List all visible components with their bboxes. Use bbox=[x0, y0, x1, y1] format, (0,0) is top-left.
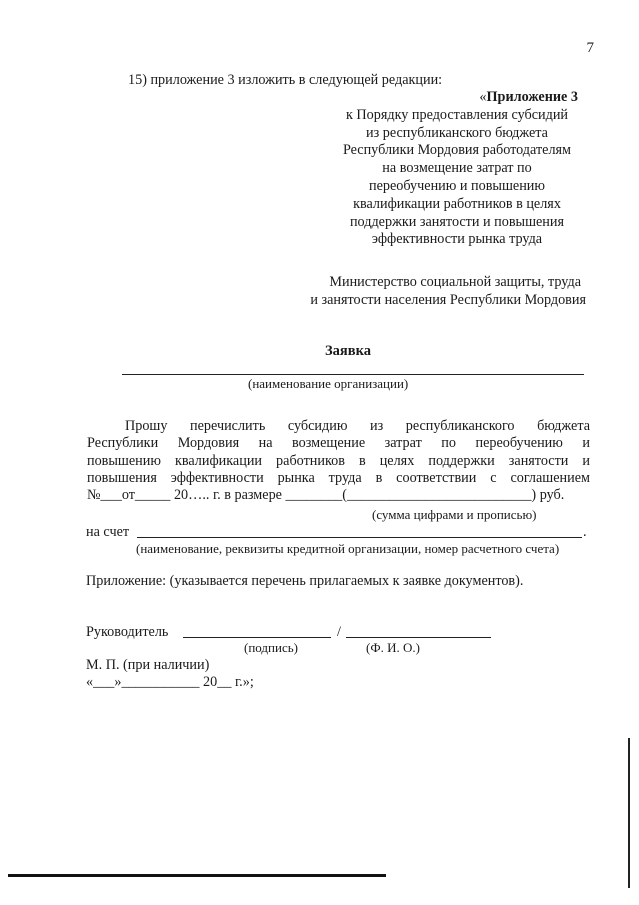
paragraph-line: повышению квалификации работников в целях поддержки занятости и bbox=[87, 452, 590, 469]
seal-note: М. П. (при наличии) bbox=[86, 657, 210, 673]
account-caption: (наименование, реквизиты кредитной организации, номер расчетного счета) bbox=[136, 541, 560, 556]
signature-separator: / bbox=[337, 624, 341, 640]
sum-caption: (сумма цифрами и прописью) bbox=[372, 507, 537, 522]
addressee-block bbox=[280, 273, 586, 309]
agreement-number-line: №___от_____ 20….. г. в размере ________(__________________________) руб. bbox=[87, 487, 565, 504]
appendix-line: поддержки занятости и повышения bbox=[349, 213, 565, 230]
document-title: Заявка bbox=[325, 343, 371, 359]
organization-name-line bbox=[122, 374, 584, 375]
paragraph-line: Республики Мордовия на возмещение затрат по переобучению и bbox=[87, 435, 590, 452]
appendix-line: эффективности рынка труда bbox=[371, 231, 543, 248]
addressee-line-2: и занятости населения Республики Мордовия bbox=[310, 292, 586, 308]
full-name-line bbox=[346, 637, 491, 638]
appendix-heading-title: Приложение 3 bbox=[486, 89, 578, 105]
paragraph-line: Прошу перечислить субсидию из республиканского бюджета bbox=[125, 418, 590, 434]
signature-caption: (подпись) bbox=[244, 640, 298, 655]
account-terminator: . bbox=[583, 524, 587, 540]
appendix-line: из республиканского бюджета bbox=[366, 124, 548, 141]
appendix-line: переобучению и повышению bbox=[369, 177, 545, 194]
date-line: «___»___________ 20__ г.»; bbox=[86, 674, 254, 690]
account-label: на счет bbox=[86, 524, 130, 540]
scan-edge-bottom bbox=[8, 874, 386, 877]
account-details-line bbox=[137, 537, 582, 538]
full-name-caption: (Ф. И. О.) bbox=[366, 640, 420, 655]
signature-line bbox=[183, 637, 331, 638]
paragraph-line: повышения эффективности рынка труда в соответствии с соглашением bbox=[87, 469, 590, 486]
appendix-line: квалификации работников в целях bbox=[353, 195, 561, 212]
head-label: Руководитель bbox=[86, 624, 169, 640]
addressee-line-1: Министерство социальной защиты, труда bbox=[329, 274, 581, 290]
organization-caption: (наименование организации) bbox=[248, 376, 409, 391]
attachment-note: Приложение: (указывается перечень прилагаемых к заявке документов). bbox=[86, 573, 524, 589]
page-number: 7 bbox=[586, 40, 594, 56]
scan-edge-right bbox=[628, 738, 630, 888]
appendix-line: Республики Мордовия работодателям bbox=[342, 142, 572, 159]
appendix-heading: «Приложение 3 bbox=[479, 89, 578, 105]
appendix-line: на возмещение затрат по bbox=[382, 160, 532, 177]
appendix-line: к Порядку предоставления субсидий bbox=[345, 106, 569, 123]
appendix-header bbox=[330, 89, 584, 249]
amendment-text: 15) приложение 3 изложить в следующей редакции: bbox=[128, 72, 443, 88]
request-paragraph bbox=[87, 418, 590, 504]
